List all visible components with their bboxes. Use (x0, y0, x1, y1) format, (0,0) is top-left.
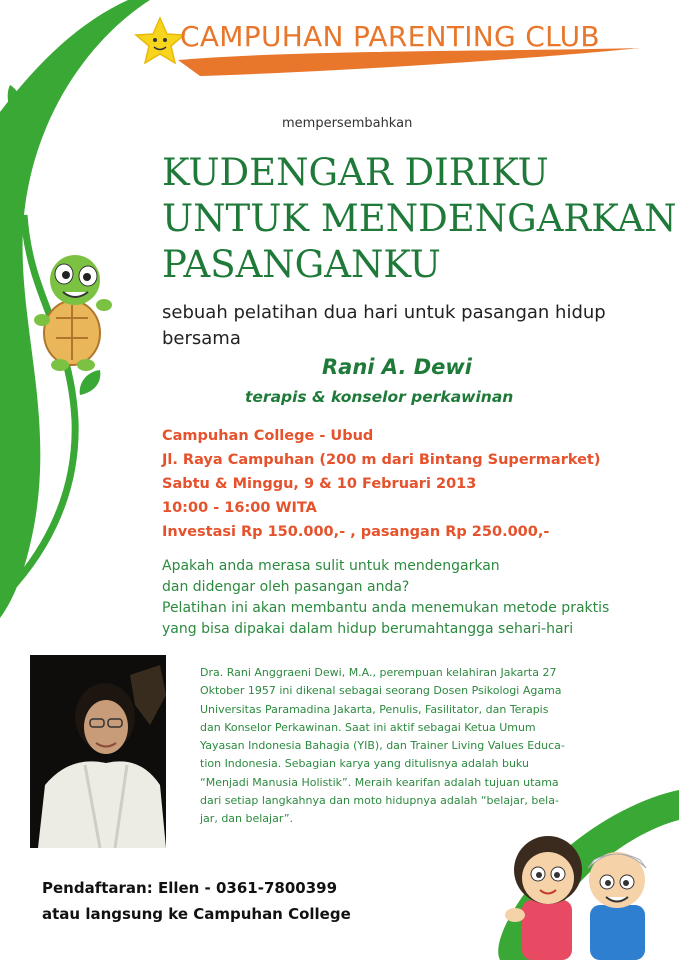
bio-line: tion Indonesia. Sebagian karya yang ditulisnya adalah buku (200, 757, 529, 771)
leaf-decoration-2 (80, 370, 101, 395)
venue-text: Campuhan College - Ubud (162, 428, 374, 444)
club-title: CAMPUHAN PARENTING CLUB (180, 20, 600, 53)
time-text: 10:00 - 16:00 WITA (162, 500, 317, 516)
event-title-line: UNTUK MENDENGARKAN (162, 197, 677, 240)
event-title-line: KUDENGAR DIRIKU (162, 151, 549, 194)
speaker-photo (30, 655, 166, 848)
event-details (162, 424, 601, 544)
speaker-bio (200, 664, 645, 829)
fee-text: Investasi Rp 150.000,- , pasangan Rp 250.000,- (162, 524, 550, 540)
dates-text: Sabtu & Minggu, 9 & 10 Februari 2013 (162, 476, 477, 492)
event-title (162, 150, 677, 288)
pitch-paragraph (162, 556, 609, 640)
speaker-name: Rani A. Dewi (322, 355, 473, 379)
bio-line: dan Konselor Perkawinan. Saat ini aktif sebagai Ketua Umum (200, 720, 536, 734)
pitch-line: Pelatihan ini akan membantu anda menemukan metode praktis (162, 600, 610, 616)
star-logo-icon (136, 18, 184, 63)
pitch-line: dan didengar oleh pasangan anda? (162, 579, 410, 595)
speaker-role: terapis & konselor perkawinan (245, 388, 514, 406)
bio-line: dari setiap langkahnya dan moto hidupnya adalah “belajar, bela- (200, 794, 559, 808)
bio-line: jar, dan belajar”. (200, 812, 294, 826)
bio-line: Universitas Paramadina Jakarta, Penulis, Fasilitator, dan Terapis (200, 702, 549, 716)
bio-line: Oktober 1957 ini dikenal sebagai seorang Dosen Psikologi Agama (200, 684, 562, 698)
bio-line: Dra. Rani Anggraeni Dewi, M.A., perempuan kelahiran Jakarta 27 (200, 666, 557, 679)
event-subtitle: sebuah pelatihan dua hari untuk pasangan hidup bersama (162, 302, 606, 349)
bio-line: Yayasan Indonesia Bahagia (YIB), dan Trainer Living Values Educa- (200, 739, 565, 753)
registration-contact: Pendaftaran: Ellen - 0361-7800399 (42, 879, 338, 897)
pitch-line: yang bisa dipakai dalam hidup berumahtangga sehari-hari (162, 621, 574, 637)
presents-text: mempersembahkan (282, 116, 413, 131)
event-title-line: PASANGANKU (162, 243, 441, 286)
registration-alternative: atau langsung ke Campuhan College (42, 905, 351, 923)
pitch-line: Apakah anda merasa sulit untuk mendengarkan (162, 558, 500, 574)
address-text: Jl. Raya Campuhan (200 m dari Bintang Supermarket) (162, 452, 601, 468)
registration-info (42, 875, 351, 927)
bio-line: “Menjadi Manusia Holistik”. Meraih kearifan adalah tujuan utama (200, 775, 559, 789)
